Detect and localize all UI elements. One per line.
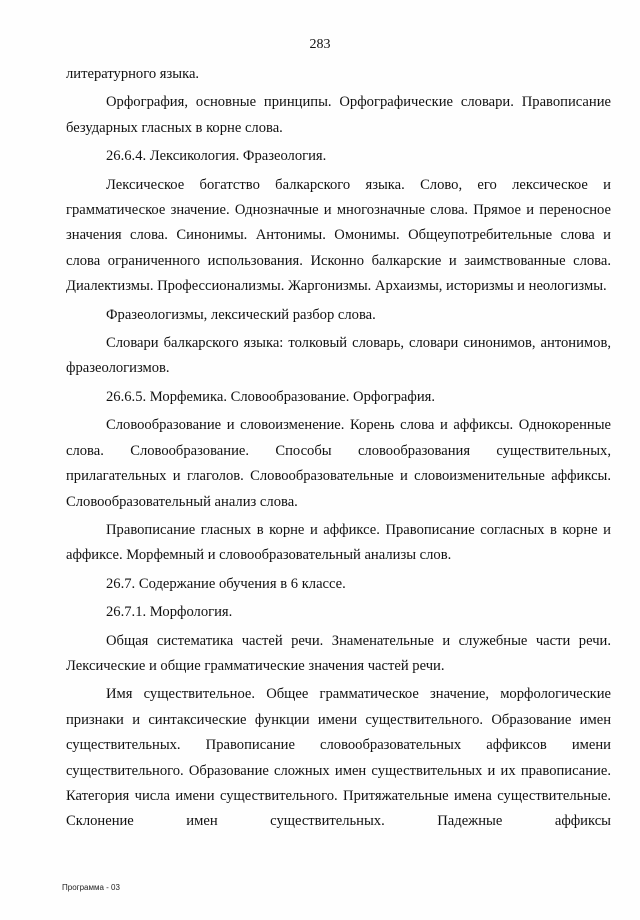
paragraph-noun: Имя существительное. Общее грамматическое значение, морфологические признаки и синтаксические функции имени существительного. Образование имен существительных. Правописание словообразовательных аффиксов имени существительного. Образование сложных имен существительных и их правописание. Категория числа имени существительного. Притяжательные имена существительные. Склонение имен существительных. Падежные аффиксы [66, 686, 611, 830]
section-heading-morphology: 26.7.1. Морфология. [106, 604, 233, 621]
paragraph-spelling-vowels: Правописание гласных в корне и аффиксе. Правописание согласных в корне и аффиксе. Морфемный и словообразовательный анализы слов. [66, 521, 611, 564]
paragraph-parts-of-speech: Общая систематика частей речи. Знаменательные и служебные части речи. Лексические и общие грамматические значения частей речи. [66, 632, 611, 674]
paragraph-continuation: литературного языка. [66, 66, 200, 82]
page-number: 283 [309, 37, 331, 52]
paragraph-dictionaries: Словари балкарского языка: толковый словарь, словари синонимов, антонимов, фразеологизмов. [66, 335, 611, 377]
document-body [66, 62, 611, 838]
section-heading-grade-6: 26.7. Содержание обучения в 6 классе. [106, 575, 346, 592]
paragraph-lexical-richness: Лексическое богатство балкарского языка. Слово, его лексическое и грамматическое значение. Однозначные и многозначные слова. Прямое и переносное значения слова. Синонимы. Антонимы. Омонимы. Общеупотребительные слова и слова ограниченного использования. Исконно балкарские и заимствованные слова. Диалектизмы. Профессионализмы. Жаргонизмы. Архаизмы, историзмы и неологизмы. [66, 176, 611, 295]
paragraph-orthography: Орфография, основные принципы. Орфографические словари. Правописание безударных гласных в корне слова. [66, 94, 611, 136]
section-heading-lexicology: 26.6.4. Лексикология. Фразеология. [106, 148, 327, 165]
paragraph-phraseologisms: Фразеологизмы, лексический разбор слова. [106, 306, 376, 323]
page-footer: Программа - 03 [62, 883, 120, 892]
section-heading-morphemics: 26.6.5. Морфемика. Словообразование. Орфография. [106, 388, 436, 405]
paragraph-word-formation: Словообразование и словоизменение. Корень слова и аффиксы. Однокоренные слова. Словообразование. Способы словообразования существительных, прилагательных и глаголов. Словообразовательные и словоизменительные аффиксы. Словообразовательный анализ слова. [66, 417, 611, 510]
